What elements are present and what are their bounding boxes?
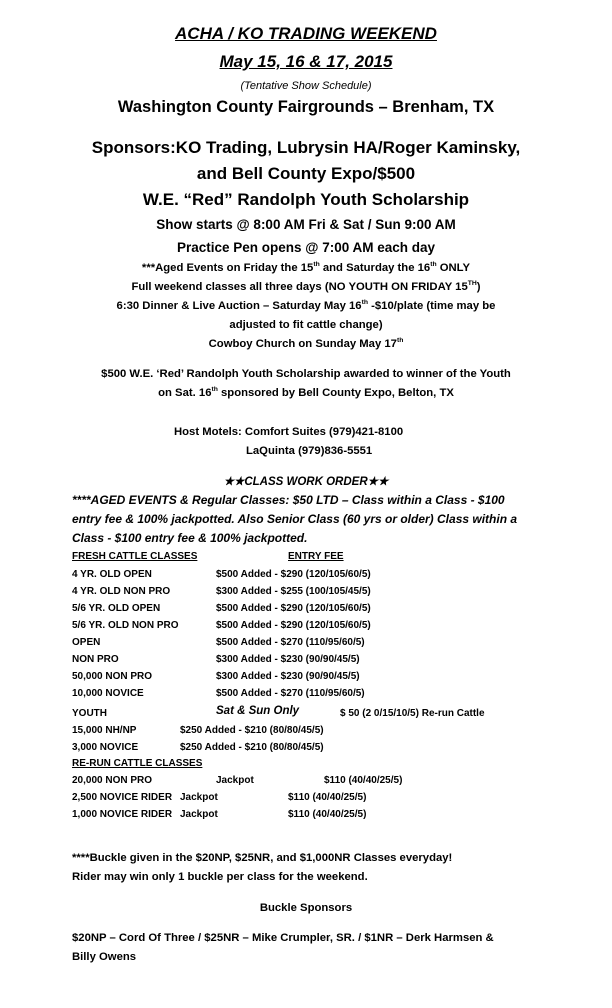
class-row-name: 3,000 NOVICE: [72, 742, 139, 753]
youth-days: Sat & Sun Only: [216, 705, 300, 717]
class-row-name: OPEN: [72, 637, 101, 648]
buckle-sponsors-line-1: $20NP – Cord Of Three / $25NR – Mike Crumpler, SR. / $1NR – Derk Harmsen &: [72, 932, 494, 944]
class-row-fee: $250 Added - $210 (80/80/45/5): [180, 742, 324, 753]
buckle-sponsors-heading: Buckle Sponsors: [259, 902, 353, 914]
aged-events-fee-note-2: entry fee & 100% jackpotted. Also Senior Class (60 yrs or older) Class within a: [72, 512, 518, 526]
class-work-order-heading: ★★CLASS WORK ORDER★★: [223, 476, 389, 488]
rerun-row-name: 2,500 NOVICE RIDER: [72, 792, 173, 803]
class-row-name: 5/6 YR. OLD NON PRO: [72, 620, 179, 631]
class-row-fee: $300 Added - $230 (90/90/45/5): [216, 654, 360, 665]
rerun-row-type: Jackpot: [216, 775, 254, 786]
class-row-name: 5/6 YR. OLD OPEN: [72, 603, 161, 614]
dinner-auction-note: 6:30 Dinner & Live Auction – Saturday May 16th -$10/plate (time may be: [116, 299, 496, 312]
buckle-note-line-2: Rider may win only 1 buckle per class for the weekend.: [72, 871, 368, 883]
class-row-name: NON PRO: [72, 654, 119, 665]
sponsors-line-1: Sponsors:KO Trading, Lubrysin HA/Roger Kaminsky,: [91, 138, 521, 157]
cowboy-church-note: Cowboy Church on Sunday May 17th: [208, 337, 404, 350]
show-start-time: Show starts @ 8:00 AM Fri & Sat / Sun 9:00 AM: [156, 217, 456, 232]
aged-events-note: ***Aged Events on Friday the 15th and Saturday the 16th ONLY: [141, 261, 471, 274]
class-row-name: 4 YR. OLD NON PRO: [72, 586, 171, 597]
buckle-sponsors-line-2: Billy Owens: [72, 951, 137, 963]
class-row-fee: $500 Added - $290 (120/105/60/5): [216, 620, 371, 631]
youth-class-name: YOUTH: [72, 708, 107, 719]
rerun-row-type: Jackpot: [180, 809, 218, 820]
host-motel-comfort-suites: Host Motels: Comfort Suites (979)421-8100: [174, 426, 404, 438]
full-weekend-note: Full weekend classes all three days (NO YOUTH ON FRIDAY 15TH): [131, 280, 481, 293]
class-row-name: 15,000 NH/NP: [72, 725, 137, 736]
host-motel-laquinta: LaQuinta (979)836-5551: [246, 445, 373, 457]
venue: Washington County Fairgrounds – Brenham, TX: [117, 98, 495, 116]
class-row-fee: $300 Added - $255 (100/105/45/5): [216, 586, 371, 597]
class-row-name: 4 YR. OLD OPEN: [72, 569, 152, 580]
rerun-cattle-classes-header: RE-RUN CATTLE CLASSES: [72, 758, 203, 769]
class-row-fee: $250 Added - $210 (80/80/45/5): [180, 725, 324, 736]
practice-pen-time: Practice Pen opens @ 7:00 AM each day: [176, 240, 436, 255]
scholarship-award-line-1: $500 W.E. ‘Red’ Randolph Youth Scholarship awarded to winner of the Youth: [101, 368, 511, 380]
class-row-name: 50,000 NON PRO: [72, 671, 153, 682]
event-dates: May 15, 16 & 17, 2015: [219, 52, 393, 71]
youth-fee: $ 50 (2 0/15/10/5) Re-run Cattle: [340, 708, 485, 719]
scholarship-award-line-2: on Sat. 16th sponsored by Bell County Expo, Belton, TX: [158, 386, 454, 399]
rerun-row-name: 1,000 NOVICE RIDER: [72, 809, 173, 820]
rerun-row-fee: $110 (40/40/25/5): [324, 775, 403, 786]
class-row-name: 10,000 NOVICE: [72, 688, 144, 699]
fresh-cattle-classes-header: FRESH CATTLE CLASSES: [72, 551, 198, 562]
class-row-fee: $500 Added - $270 (110/95/60/5): [216, 637, 365, 648]
rerun-row-fee: $110 (40/40/25/5): [288, 792, 367, 803]
rerun-row-name: 20,000 NON PRO: [72, 775, 153, 786]
buckle-note-line-1: ****Buckle given in the $20NP, $25NR, and $1,000NR Classes everyday!: [72, 852, 453, 864]
class-row-fee: $500 Added - $270 (110/95/60/5): [216, 688, 365, 699]
aged-events-fee-note-1: ****AGED EVENTS & Regular Classes: $50 LTD – Class within a Class - $100: [72, 493, 505, 507]
entry-fee-header: ENTRY FEE: [288, 551, 344, 562]
rerun-row-fee: $110 (40/40/25/5): [288, 809, 367, 820]
rerun-row-type: Jackpot: [180, 792, 218, 803]
sponsors-line-2: and Bell County Expo/$500: [196, 164, 416, 183]
dinner-auction-note-2: adjusted to fit cattle change): [229, 319, 383, 331]
class-row-fee: $500 Added - $290 (120/105/60/5): [216, 603, 371, 614]
tentative-note: (Tentative Show Schedule): [240, 80, 372, 92]
class-row-fee: $300 Added - $230 (90/90/45/5): [216, 671, 360, 682]
aged-events-fee-note-3: Class - $100 entry fee & 100% jackpotted.: [72, 531, 308, 545]
scholarship-title: W.E. “Red” Randolph Youth Scholarship: [142, 190, 470, 209]
class-row-fee: $500 Added - $290 (120/105/60/5): [216, 569, 371, 580]
event-title: ACHA / KO TRADING WEEKEND: [175, 24, 437, 43]
